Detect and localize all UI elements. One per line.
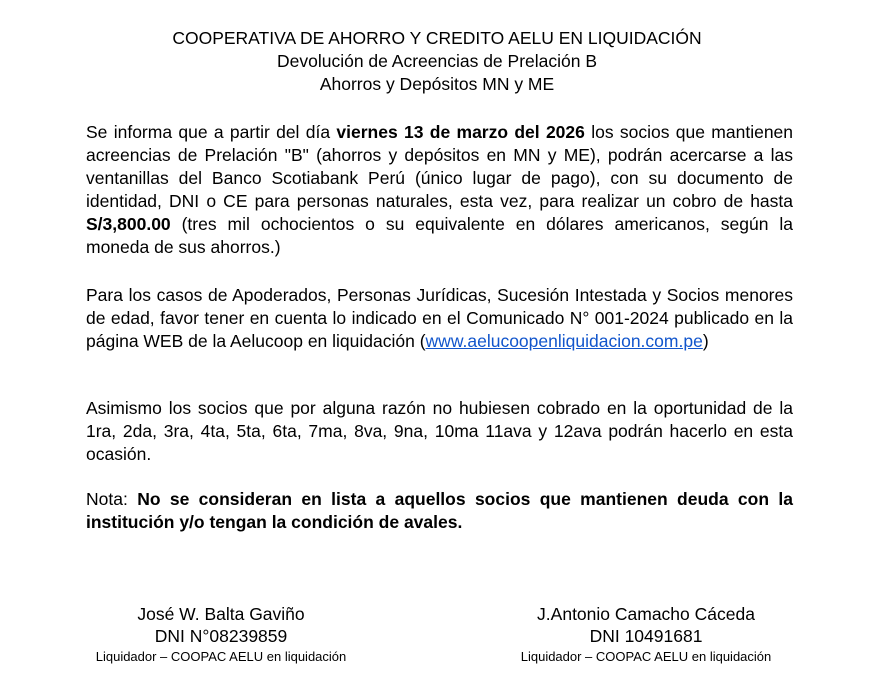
signature-left-dni: DNI N°08239859: [154, 626, 288, 646]
signature-left-role: Liquidador – COOPAC AELU en liquidación: [95, 649, 347, 664]
para1-date: viernes 13 de marzo del 2026: [336, 122, 585, 142]
signature-right: [496, 603, 796, 667]
header-subtitle: Devolución de Acreencias de Prelación B: [276, 51, 598, 71]
header-title: COOPERATIVA DE AHORRO Y CREDITO AELU EN LIQUIDACIÓN: [172, 28, 702, 48]
paragraph-previous-rounds: Asimismo los socios que por alguna razón no hubiesen cobrado en la oportunidad de la 1ra, 2da, 3ra, 4ta, 5ta, 6ta, 7ma, 8va, 9na, 10ma 11ava y 12ava podrán hacerlo en esta ocasión.: [86, 398, 793, 464]
header-subtitle-2: Ahorros y Depósitos MN y ME: [319, 74, 555, 94]
para2-text-1: Para los casos de Apoderados, Personas Jurídicas, Sucesión Intestada y Socios menores de edad, favor tener en cuenta lo indicado en el Comunicado N° 001-2024 publicado en la página WEB de la Aelucoop en liquidación (: [86, 285, 793, 351]
para2-text-2: ): [702, 331, 709, 351]
note-label: Nota:: [86, 489, 138, 509]
document-header: [0, 27, 874, 96]
paragraph-note: [86, 488, 793, 534]
para1-amount: S/3,800.00: [86, 214, 171, 234]
signature-left-name: José W. Balta Gaviño: [137, 604, 305, 624]
para1-text-3: (tres mil ochocientos o su equivalente en dólares americanos, según la moneda de sus ahorros.): [86, 214, 793, 257]
signature-left: [76, 603, 366, 667]
signature-right-dni: DNI 10491681: [589, 626, 703, 646]
signature-right-role: Liquidador – COOPAC AELU en liquidación: [520, 649, 772, 664]
paragraph-special-cases: [86, 284, 793, 353]
website-link[interactable]: www.aelucoopenliquidacion.com.pe: [425, 331, 703, 351]
paragraph-announcement: [86, 121, 793, 259]
para1-text-1: Se informa que a partir del día: [86, 122, 337, 142]
note-text: No se consideran en lista a aquellos socios que mantienen deuda con la institución y/o tengan la condición de avales.: [86, 489, 793, 532]
signature-right-name: J.Antonio Camacho Cáceda: [537, 604, 755, 624]
para1-text-2: los socios que mantienen acreencias de Prelación "B" (ahorros y depósitos en MN y ME), podrán acercarse a las ventanillas del Banco Scotiabank Perú (único lugar de pago), con su documento de identidad, DNI o CE para personas naturales, esta vez, para realizar un cobro de hasta: [86, 122, 794, 211]
